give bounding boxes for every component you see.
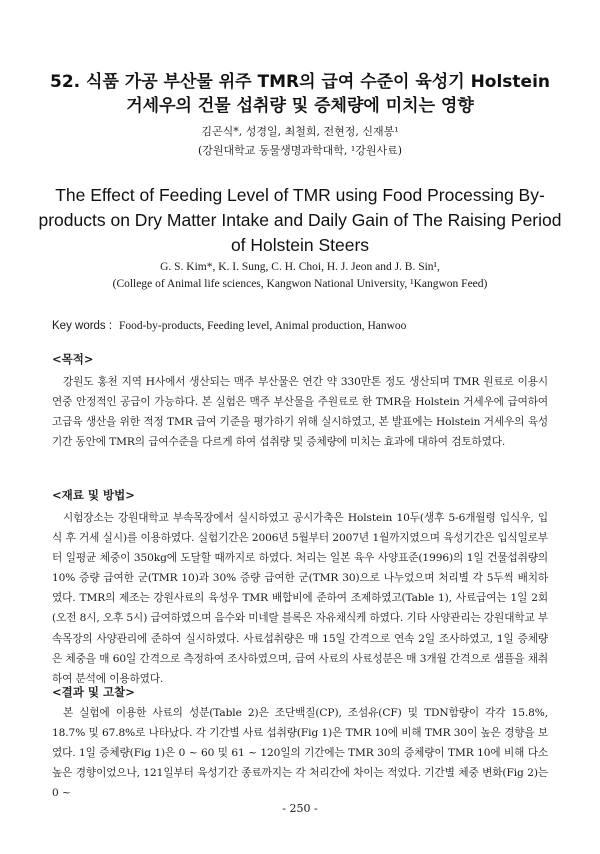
english-affiliation: (College of Animal life sciences, Kangwon National University, ¹Kangwon Feed): [112, 278, 488, 290]
english-authors: G. S. Kim*, K. I. Sung, C. H. Choi, H. J. Jeon and J. B. Sin¹,: [160, 261, 440, 273]
section-heading-results: <결과 및 고찰>: [52, 685, 135, 699]
korean-affiliation: (강원대학교 동물생명과학대학, ¹강원사료): [197, 144, 403, 157]
korean-title: 52. 식품 가공 부산물 위주 TMR의 급여 수준이 육성기 Holstein 거세우의 건물 섭취량 및 증체량에 미치는 영향: [49, 72, 551, 116]
section-heading-purpose: <목적>: [52, 352, 94, 366]
keywords-line: [52, 318, 552, 335]
english-title: The Effect of Feeding Level of TMR using Food Processing By-products on Dry Matter Intake and Daily Gain of The Raising Period of Holstein Steers: [38, 185, 562, 255]
keywords-text: Food-by-products, Feeding level, Animal production, Hanwoo: [118, 320, 407, 332]
section-body-methods: 시험장소는 강원대학교 부속목장에서 실시하였고 공시가축은 Holstein 10두(생후 5-6개월령 입식우, 입식 후 거세 실시)를 이용하였다. 실험기간은 2006년 5월부터 2007년 1월까지였으며 육성기간은 입식일로부터 일평균 체중이 350kg에 도달할 때까지로 하였다. 처리는 일본 육우 사양표준(1996)의 1일 건물섭취량의 10% 증량 급여한 군(TMR 10)과 30% 증량 급여한 군(TMR 30)으로 나누었으며 처리별 각 5두씩 배치하였다. TMR의 제조는 강원사료의 육성우 TMR 배합비에 준하여 조제하였고(Table 1), 사료급여는 1일 2회(오전 8시, 오후 5시) 급여하였으며 음수와 미네랄 블록은 자유채식케 하였다. 기타 사양관리는 강원대학교 부속목장의 사양관리에 준하여 실시하였다. 사료섭취량은 매 15일 간격으로 연속 2일 조사하였고, 1일 증체량은 체중을 매 60일 간격으로 측정하여 조사하였으며, 급여 사료의 사료성분은 매 3개월 간격으로 샘플을 채취하여 분석에 이용하였다.: [52, 512, 548, 685]
page-number: - 250 -: [282, 802, 318, 815]
korean-authors: 김곤식*, 성경일, 최철희, 전현정, 신재봉¹: [201, 125, 399, 138]
section-heading-methods: <재료 및 방법>: [52, 488, 135, 502]
keywords-label: Key words :: [52, 320, 113, 332]
section-body-purpose: 강원도 홍천 지역 H사에서 생산되는 맥주 부산물은 연간 약 330만톤 정도 생산되며 TMR 원료로 이용시 연중 안정적인 공급이 가능하다. 본 실험은 맥주 부산물을 주원료로 한 TMR을 Holstein 거세우에 급여하여 고급육 생산을 위한 적정 TMR 급여 기준을 평가하기 위해 실시하였고, 본 발표에는 Holstein 거세우의 육성기간 동안에 TMR의 급여수준을 다르게 하여 섭취량 및 증체량에 미치는 효과에 대하여 검토하였다.: [52, 376, 548, 449]
section-body-results: 본 실험에 이용한 사료의 성분(Table 2)은 조단백질(CP), 조섬유(CF) 및 TDN함량이 각각 15.8%, 18.7% 및 67.8%로 나타났다. 각 기간별 사료 섭취량(Fig 1)은 TMR 10에 비해 TMR 30이 높은 경향을 보였다. 1일 증체량(Fig 1)은 0 ~ 60 및 61 ~ 120일의 기간에는 TMR 30의 증체량이 TMR 10에 비해 다소 높은 경향이었으나, 121일부터 육성기간 종료까지는 각 처리간에 차이는 적었다. 기간별 체중 변화(Fig 2)는 0 ~: [52, 707, 548, 800]
